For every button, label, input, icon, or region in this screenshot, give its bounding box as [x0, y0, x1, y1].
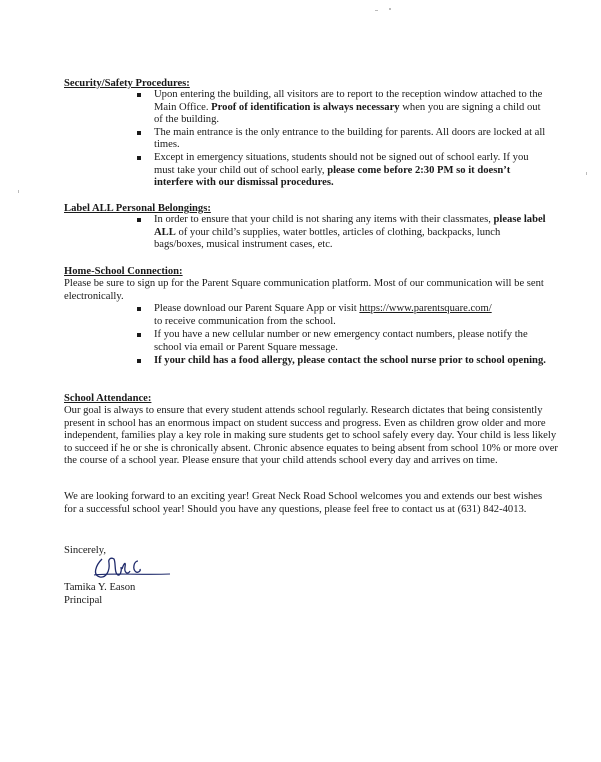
belongings-heading: Label ALL Personal Belongings:	[64, 203, 211, 214]
scan-speck	[375, 10, 378, 11]
home-school-heading: Home-School Connection:	[64, 266, 183, 277]
bullet-icon	[137, 131, 141, 135]
bullet-icon	[137, 333, 141, 337]
bullet-icon	[137, 307, 141, 311]
bold-text: please come before 2:30 PM so it doesn’t interfere with our dismissal procedures.	[154, 164, 511, 189]
home-school-list	[154, 303, 550, 369]
scan-speck	[586, 172, 587, 175]
parentsquare-link[interactable]: https://www.parentsquare.com/	[359, 303, 492, 314]
signature-icon	[92, 553, 172, 583]
closing-paragraph: We are looking forward to an exciting year! Great Neck Road School welcomes you and extends our best wishes for a successful school year! Should you have any questions, please feel free to contact us at (631) 842-4013.	[64, 491, 543, 515]
principal-title: Principal	[64, 595, 103, 606]
list-item: Upon entering the building, all visitors are to report to the reception window attached to the Main Office. Proof of identification is always necessary when you are signing a child out of the building.	[154, 89, 550, 127]
bold-text: Proof of identification is always necessary	[211, 101, 400, 113]
security-list	[154, 89, 550, 191]
list-item: Please download our Parent Square App or visit https://www.parentsquare.com/ to receive communication from the school.	[154, 303, 550, 328]
bold-text: If your child has a food allergy, please contact the school nurse prior to school opening.	[154, 355, 546, 367]
principal-name: Tamika Y. Eason	[64, 582, 136, 593]
bold-text: please label ALL	[154, 214, 546, 238]
security-heading: Security/Safety Procedures:	[64, 78, 190, 89]
list-item	[154, 355, 550, 368]
home-school-intro: Please be sure to sign up for the Parent Square communication platform. Most of our communication will be sent electronically.	[64, 278, 544, 302]
bullet-icon	[137, 218, 141, 222]
list-item: The main entrance is the only entrance to the building for parents. All doors are locked at all times.	[154, 127, 550, 152]
salutation: Sincerely,	[64, 545, 106, 556]
belongings-list	[154, 214, 550, 253]
attendance-body: Our goal is always to ensure that every student attends school regularly. Research dictates that being consistently present in school has an enormous impact on student success and progress. Even as children grow older and more independent, families play a key role in making sure students get to school safely every day. Your child is less likely to succeed if he or she is chronically absent. Chronic absence equates to being absent from school 10% or more over the course of a school year. Please ensure that your child attends school every day and arrives on time.	[64, 405, 558, 467]
list-item: If you have a new cellular number or new emergency contact numbers, please notify the school via email or Parent Square message.	[154, 329, 550, 354]
bullet-icon	[137, 93, 141, 97]
attendance-heading: School Attendance:	[64, 393, 152, 404]
scan-speck	[389, 8, 391, 10]
bullet-icon	[137, 156, 141, 160]
bullet-icon	[137, 359, 141, 363]
list-item: In order to ensure that your child is not sharing any items with their classmates, please label ALL of your child’s supplies, water bottles, articles of clothing, backpacks, lunch bags/boxes, musical instrument cases, etc.	[154, 214, 550, 252]
list-item: Except in emergency situations, students should not be signed out of school early. If you must take your child out of school early, please come before 2:30 PM so it doesn’t interfere with our dismissal procedures.	[154, 152, 550, 190]
scan-speck	[18, 190, 19, 193]
